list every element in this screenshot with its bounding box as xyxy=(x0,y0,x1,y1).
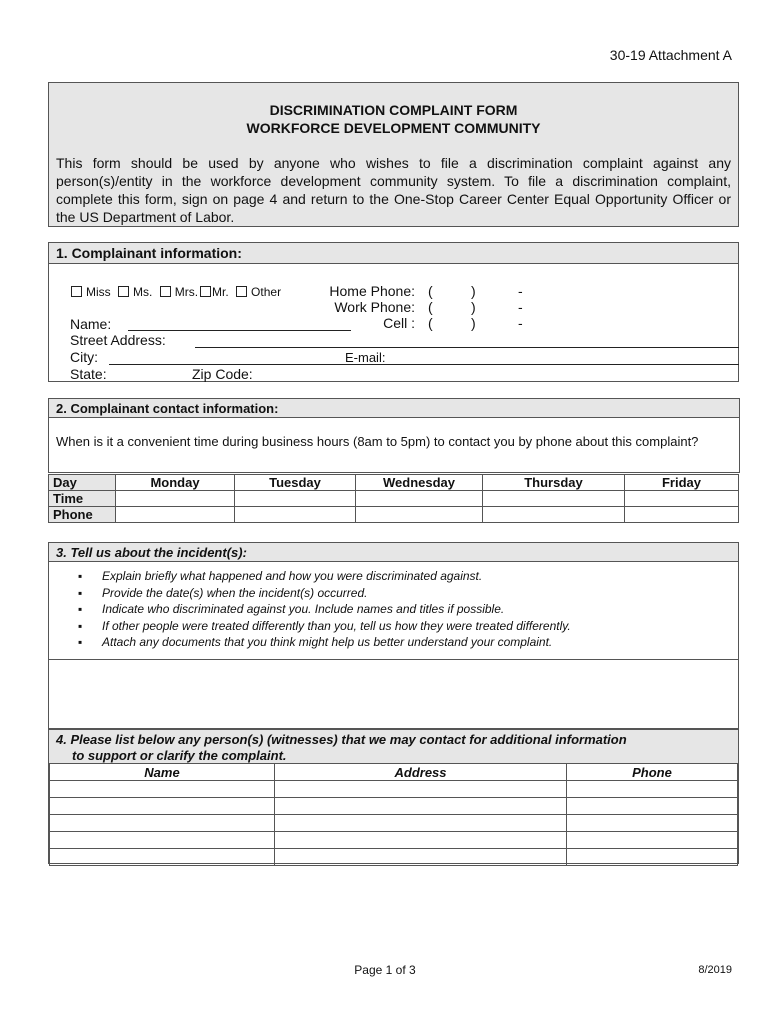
table-row xyxy=(49,507,739,523)
label-mrs: Mrs. xyxy=(174,285,199,299)
form-header xyxy=(48,82,739,227)
paren-open: ( xyxy=(428,315,433,331)
checkbox-miss[interactable] xyxy=(71,286,82,297)
table-row xyxy=(49,491,739,507)
section4-heading-line1: 4. Please list below any person(s) (witnesses) that we may contact for additional information xyxy=(56,732,627,747)
cell-input[interactable] xyxy=(50,815,275,832)
street-address-field[interactable] xyxy=(195,347,739,348)
section1-heading: 1. Complainant information: xyxy=(49,243,738,264)
cell-input[interactable] xyxy=(483,507,625,523)
list-item: ▪ Attach any documents that you think might help us better understand your complaint. xyxy=(78,634,718,651)
cell-input[interactable] xyxy=(275,815,567,832)
work-phone-label: Work Phone: xyxy=(334,299,415,315)
city-label: City: xyxy=(70,349,98,365)
cell-input[interactable] xyxy=(235,491,356,507)
cell-input[interactable] xyxy=(483,491,625,507)
section-incident xyxy=(48,542,739,729)
checkbox-mrs[interactable] xyxy=(160,286,171,297)
col-monday: Monday xyxy=(116,475,235,491)
label-other: Other xyxy=(251,285,282,299)
cell-label: Cell : xyxy=(383,315,415,331)
form-title: DISCRIMINATION COMPLAINT FORM xyxy=(269,102,518,118)
paren-open: ( xyxy=(428,299,433,315)
dash: - xyxy=(518,299,523,315)
revision-date: 8/2019 xyxy=(698,964,732,976)
phone-dashes xyxy=(518,283,523,331)
city-field[interactable] xyxy=(109,364,739,365)
table-row xyxy=(49,475,739,491)
table-row xyxy=(50,832,738,849)
form-intro: This form should be used by anyone who wishes to file a discrimination complaint against any person(s)/entity in the workforce development community system. To file a discrimination complaint, complete this form, sign on page 4 and return to the One-Stop Career Center Equal Opportunity Officer or the US Department of Labor. xyxy=(56,155,731,225)
cell-input[interactable] xyxy=(625,507,739,523)
state-label: State: xyxy=(70,366,107,382)
cell-input[interactable] xyxy=(50,849,275,866)
form-subtitle: WORKFORCE DEVELOPMENT COMMUNITY xyxy=(246,120,541,136)
page-number: Page 1 of 3 xyxy=(354,963,416,977)
paren-close: ) xyxy=(471,315,476,331)
cell-input[interactable] xyxy=(275,781,567,798)
col-friday: Friday xyxy=(625,475,739,491)
cell-input[interactable] xyxy=(567,849,738,866)
salutation-options xyxy=(71,285,285,299)
cell-input[interactable] xyxy=(116,491,235,507)
phone-area-close xyxy=(471,283,476,331)
contact-schedule-table xyxy=(48,474,739,523)
list-item: ▪ Explain briefly what happened and how you were discriminated against. xyxy=(78,568,718,585)
checkbox-mr[interactable] xyxy=(200,286,211,297)
label-ms: Ms. xyxy=(133,285,153,299)
label-miss: Miss xyxy=(86,285,111,299)
zip-code-label: Zip Code: xyxy=(192,366,253,382)
phone-area-open xyxy=(428,283,433,331)
dash: - xyxy=(518,283,523,299)
home-phone-label: Home Phone: xyxy=(329,283,415,299)
cell-input[interactable] xyxy=(567,815,738,832)
cell-input[interactable] xyxy=(275,832,567,849)
col-thursday: Thursday xyxy=(483,475,625,491)
section2-text: When is it a convenient time during business hours (8am to 5pm) to contact you by phone about this complaint? xyxy=(56,434,699,449)
col-phone: Phone xyxy=(567,764,738,781)
paren-close: ) xyxy=(471,299,476,315)
section-complainant-info xyxy=(48,242,739,382)
cell-input[interactable] xyxy=(567,798,738,815)
row-phone: Phone xyxy=(49,507,116,523)
table-row xyxy=(50,798,738,815)
section-witnesses xyxy=(48,729,739,864)
street-address-label: Street Address: xyxy=(70,332,166,348)
col-name: Name xyxy=(50,764,275,781)
attachment-label: 30-19 Attachment A xyxy=(609,47,732,63)
cell-input[interactable] xyxy=(50,832,275,849)
col-address: Address xyxy=(275,764,567,781)
label-mr: Mr. xyxy=(212,285,229,299)
cell-input[interactable] xyxy=(275,798,567,815)
cell-input[interactable] xyxy=(567,781,738,798)
witness-table xyxy=(49,763,738,866)
cell-input[interactable] xyxy=(50,781,275,798)
col-wednesday: Wednesday xyxy=(356,475,483,491)
list-item: ▪ If other people were treated differently than you, tell us how they were treated differently. xyxy=(78,618,718,635)
col-day: Day xyxy=(49,475,116,491)
cell-input[interactable] xyxy=(356,491,483,507)
col-tuesday: Tuesday xyxy=(235,475,356,491)
phone-labels xyxy=(319,283,415,331)
cell-input[interactable] xyxy=(235,507,356,523)
list-item: ▪ Provide the date(s) when the incident(s) occurred. xyxy=(78,585,718,602)
cell-input[interactable] xyxy=(275,849,567,866)
table-row xyxy=(50,815,738,832)
paren-close: ) xyxy=(471,283,476,299)
section4-heading-line2: to support or clarify the complaint. xyxy=(72,748,287,763)
incident-instructions xyxy=(78,568,718,651)
cell-input[interactable] xyxy=(50,798,275,815)
checkbox-other[interactable] xyxy=(236,286,247,297)
table-row xyxy=(50,849,738,866)
section-contact-info xyxy=(48,398,740,473)
section3-heading: 3. Tell us about the incident(s): xyxy=(49,543,738,562)
name-field[interactable] xyxy=(128,330,351,331)
list-item: ▪ Indicate who discriminated against you. Include names and titles if possible. xyxy=(78,601,718,618)
dash: - xyxy=(518,315,523,331)
paren-open: ( xyxy=(428,283,433,299)
email-label: E-mail: xyxy=(345,350,386,365)
cell-input[interactable] xyxy=(356,507,483,523)
checkbox-ms[interactable] xyxy=(118,286,129,297)
row-time: Time xyxy=(49,491,116,507)
section2-heading: 2. Complainant contact information: xyxy=(49,399,739,418)
incident-description-area[interactable] xyxy=(49,660,738,728)
cell-input[interactable] xyxy=(625,491,739,507)
cell-input[interactable] xyxy=(567,832,738,849)
table-row xyxy=(50,781,738,798)
section4-heading xyxy=(49,730,738,764)
name-label: Name: xyxy=(70,316,112,332)
cell-input[interactable] xyxy=(116,507,235,523)
table-row xyxy=(50,764,738,781)
